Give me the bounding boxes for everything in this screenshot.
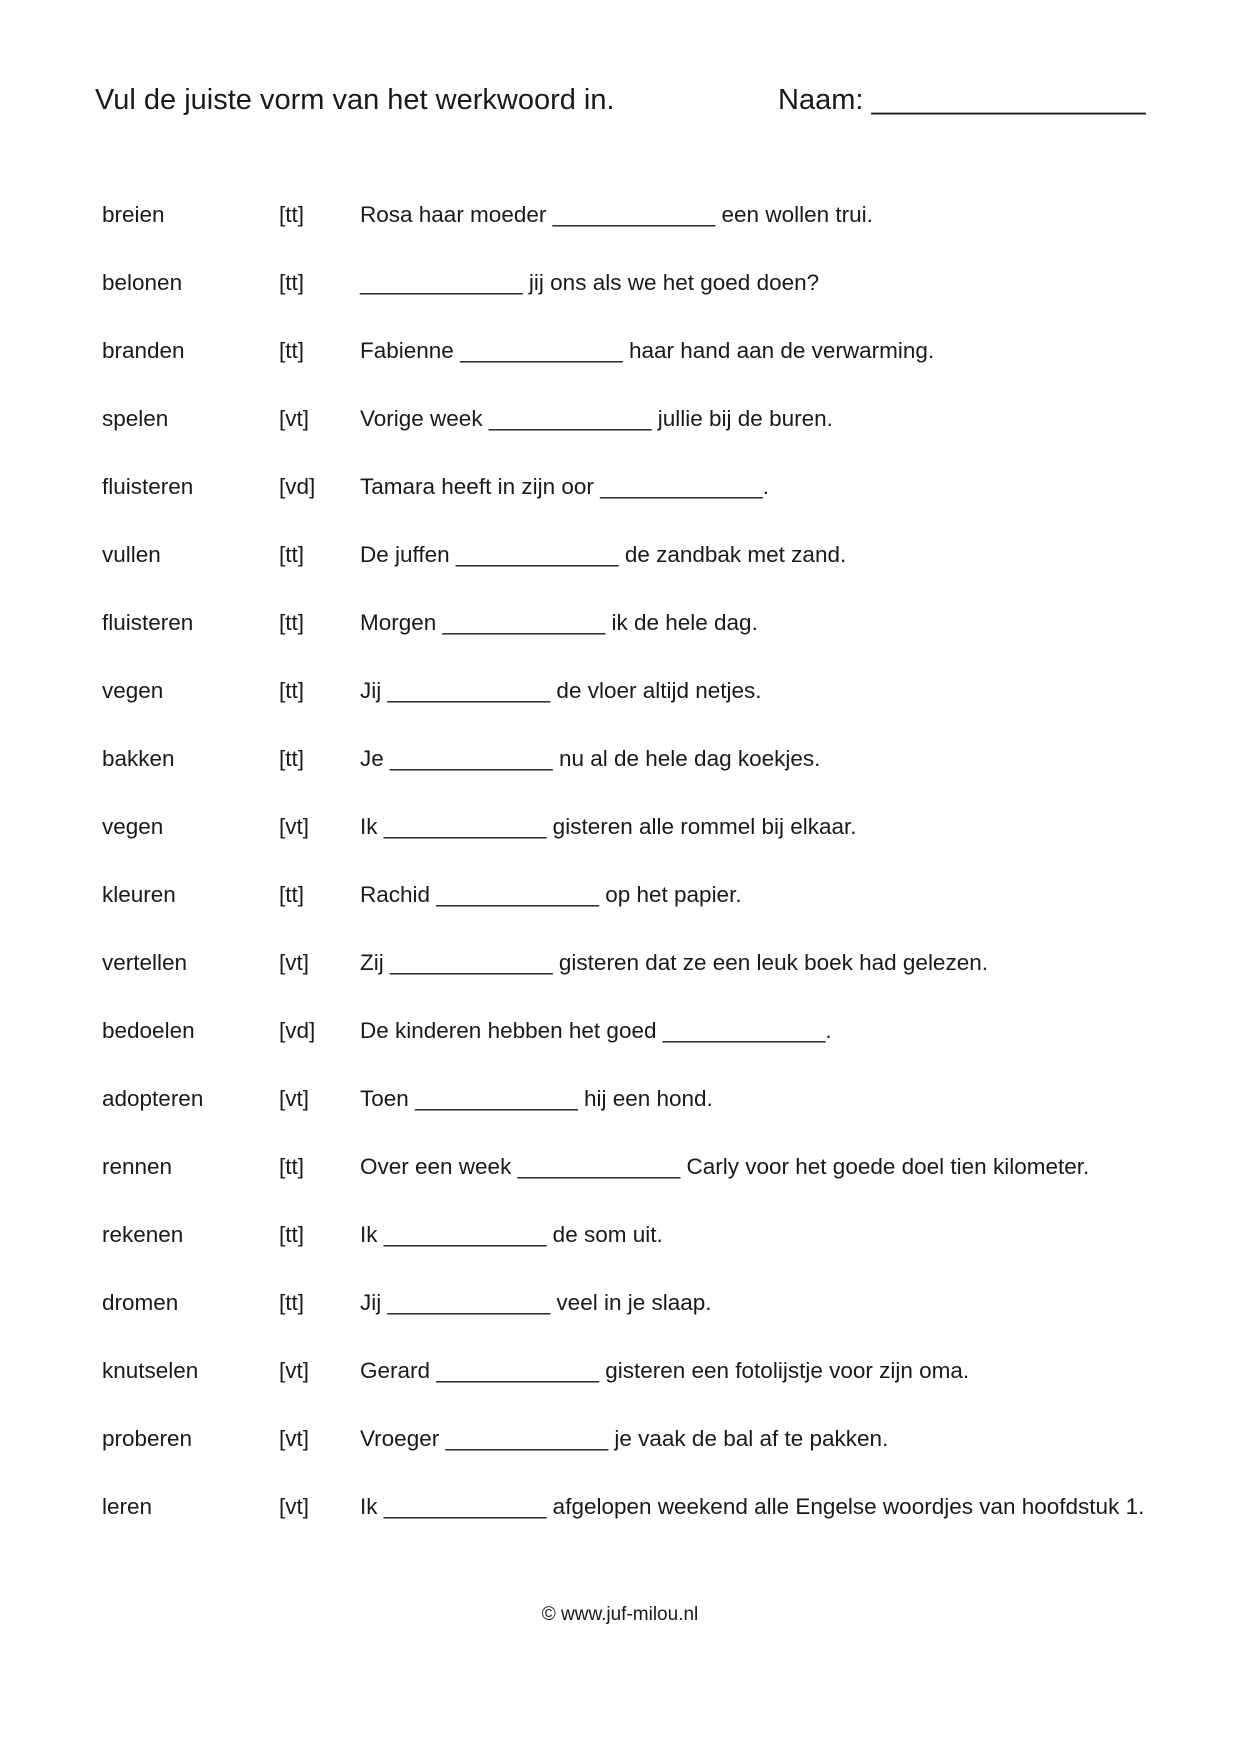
verb-infinitive: spelen bbox=[102, 406, 169, 431]
exercise-row bbox=[102, 1018, 1182, 1086]
exercise-sentence: Tamara heeft in zijn oor _____________. bbox=[360, 474, 770, 499]
exercise-sentence: Ik _____________ gisteren alle rommel bij elkaar. bbox=[360, 814, 857, 839]
exercise-row bbox=[102, 1494, 1182, 1562]
exercise-row bbox=[102, 746, 1182, 814]
tense-code: [vt] bbox=[279, 814, 310, 839]
verb-infinitive: adopteren bbox=[102, 1086, 204, 1111]
verb-infinitive: rennen bbox=[102, 1154, 173, 1179]
verb-infinitive: bedoelen bbox=[102, 1018, 195, 1043]
tense-code: [tt] bbox=[279, 610, 305, 635]
verb-infinitive: breien bbox=[102, 202, 165, 227]
worksheet-header bbox=[95, 84, 1155, 124]
exercise-row bbox=[102, 814, 1182, 882]
verb-infinitive: vegen bbox=[102, 678, 164, 703]
exercise-row bbox=[102, 474, 1182, 542]
verb-infinitive: fluisteren bbox=[102, 610, 194, 635]
exercise-sentence: _____________ jij ons als we het goed doen? bbox=[360, 270, 820, 295]
exercise-row bbox=[102, 542, 1182, 610]
tense-code: [vd] bbox=[279, 474, 316, 499]
verb-infinitive: dromen bbox=[102, 1290, 179, 1315]
verb-infinitive: knutselen bbox=[102, 1358, 199, 1383]
exercise-sentence: Je _____________ nu al de hele dag koekjes. bbox=[360, 746, 821, 771]
exercise-row bbox=[102, 1086, 1182, 1154]
tense-code: [tt] bbox=[279, 338, 305, 363]
exercise-row bbox=[102, 270, 1182, 338]
name-field-label: Naam: _________________ bbox=[778, 84, 1146, 116]
exercise-sentence: Morgen _____________ ik de hele dag. bbox=[360, 610, 758, 635]
exercise-sentence: Gerard _____________ gisteren een fotolijstje voor zijn oma. bbox=[360, 1358, 970, 1383]
tense-code: [tt] bbox=[279, 1154, 305, 1179]
exercise-sentence: De kinderen hebben het goed _____________. bbox=[360, 1018, 832, 1043]
exercise-row bbox=[102, 338, 1182, 406]
worksheet-title: Vul de juiste vorm van het werkwoord in. bbox=[95, 84, 615, 116]
tense-code: [vt] bbox=[279, 1086, 310, 1111]
tense-code: [vt] bbox=[279, 950, 310, 975]
exercise-sentence: Ik _____________ de som uit. bbox=[360, 1222, 663, 1247]
exercise-row bbox=[102, 1358, 1182, 1426]
exercise-sentence: Rachid _____________ op het papier. bbox=[360, 882, 742, 907]
exercise-row bbox=[102, 1154, 1182, 1222]
exercise-row bbox=[102, 678, 1182, 746]
exercise-row bbox=[102, 950, 1182, 1018]
tense-code: [tt] bbox=[279, 746, 305, 771]
exercise-sentence: Over een week _____________ Carly voor het goede doel tien kilometer. bbox=[360, 1154, 1090, 1179]
exercise-sentence: De juffen _____________ de zandbak met zand. bbox=[360, 542, 847, 567]
exercise-row bbox=[102, 1426, 1182, 1494]
exercise-sentence: Jij _____________ veel in je slaap. bbox=[360, 1290, 712, 1315]
exercise-sentence: Vroeger _____________ je vaak de bal af te pakken. bbox=[360, 1426, 889, 1451]
verb-infinitive: vullen bbox=[102, 542, 161, 567]
exercise-sentence: Fabienne _____________ haar hand aan de verwarming. bbox=[360, 338, 935, 363]
verb-infinitive: leren bbox=[102, 1494, 153, 1519]
verb-infinitive: rekenen bbox=[102, 1222, 184, 1247]
exercise-sentence: Jij _____________ de vloer altijd netjes. bbox=[360, 678, 762, 703]
exercise-sentence: Vorige week _____________ jullie bij de buren. bbox=[360, 406, 833, 431]
tense-code: [tt] bbox=[279, 542, 305, 567]
tense-code: [tt] bbox=[279, 270, 305, 295]
verb-infinitive: vertellen bbox=[102, 950, 188, 975]
verb-infinitive: belonen bbox=[102, 270, 183, 295]
verb-infinitive: vegen bbox=[102, 814, 164, 839]
exercise-sentence: Toen _____________ hij een hond. bbox=[360, 1086, 713, 1111]
exercise-row bbox=[102, 406, 1182, 474]
exercise-row bbox=[102, 882, 1182, 950]
verb-infinitive: fluisteren bbox=[102, 474, 194, 499]
exercise-sentence: Ik _____________ afgelopen weekend alle Engelse woordjes van hoofdstuk 1. bbox=[360, 1494, 1145, 1519]
verb-infinitive: branden bbox=[102, 338, 185, 363]
exercise-row bbox=[102, 202, 1182, 270]
exercise-sentence: Rosa haar moeder _____________ een wollen trui. bbox=[360, 202, 873, 227]
tense-code: [vd] bbox=[279, 1018, 316, 1043]
tense-code: [tt] bbox=[279, 202, 305, 227]
tense-code: [tt] bbox=[279, 882, 305, 907]
exercise-row bbox=[102, 1290, 1182, 1358]
exercise-row bbox=[102, 1222, 1182, 1290]
tense-code: [tt] bbox=[279, 678, 305, 703]
exercise-sentence: Zij _____________ gisteren dat ze een leuk boek had gelezen. bbox=[360, 950, 988, 975]
verb-infinitive: kleuren bbox=[102, 882, 176, 907]
verb-infinitive: proberen bbox=[102, 1426, 193, 1451]
tense-code: [vt] bbox=[279, 406, 310, 431]
tense-code: [vt] bbox=[279, 1426, 310, 1451]
tense-code: [tt] bbox=[279, 1290, 305, 1315]
tense-code: [vt] bbox=[279, 1494, 310, 1519]
tense-code: [vt] bbox=[279, 1358, 310, 1383]
exercise-row bbox=[102, 610, 1182, 678]
copyright-footer: © www.juf-milou.nl bbox=[541, 1604, 699, 1625]
verb-infinitive: bakken bbox=[102, 746, 175, 771]
tense-code: [tt] bbox=[279, 1222, 305, 1247]
exercise-list bbox=[102, 202, 1182, 1562]
